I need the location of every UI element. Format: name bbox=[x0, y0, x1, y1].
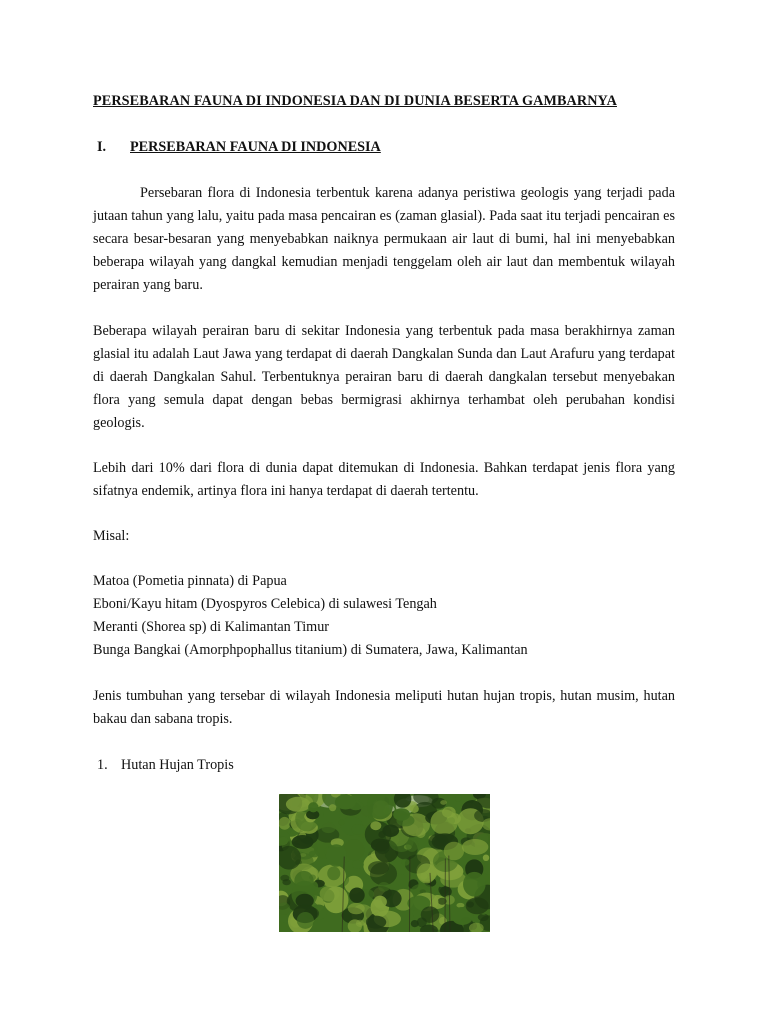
paragraph-2: Beberapa wilayah perairan baru di sekitar Indonesia yang terbentuk pada masa berakhirnya zaman glasial itu adalah Laut Jawa yang terdapat di daerah Dangkalan Sunda dan Laut Arafuru yang terdapat di daerah Dangkalan Sahul. Terbentuknya perairan baru di daerah dangkalan tersebut menyebakan flora yang semula dapat dengan bebas bermigrasi akhirnya terhambat oleh perubahan kondisi geologis. bbox=[93, 323, 675, 431]
foliage-patch bbox=[440, 800, 447, 805]
foliage-patch bbox=[417, 863, 436, 883]
foliage-patch bbox=[376, 841, 390, 854]
foliage-patch bbox=[483, 854, 489, 861]
foliage-patch bbox=[401, 859, 410, 866]
foliage-patch bbox=[373, 896, 387, 908]
foliage-patch bbox=[378, 882, 390, 892]
foliage-patch bbox=[455, 795, 462, 802]
foliage-patch bbox=[349, 887, 365, 902]
foliage-patch bbox=[327, 866, 340, 880]
foliage-patch bbox=[335, 795, 356, 810]
foliage-patch bbox=[370, 821, 381, 830]
foliage-patch bbox=[352, 824, 366, 835]
foliage-patch bbox=[309, 874, 316, 880]
foliage-patch bbox=[444, 842, 464, 860]
foliage-patch bbox=[282, 879, 291, 885]
document-title: PERSEBARAN FAUNA DI INDONESIA DAN DI DUNIA BESERTA GAMBARNYA bbox=[93, 93, 617, 109]
foliage-patch bbox=[321, 823, 335, 833]
foliage-patch bbox=[286, 797, 310, 812]
foliage-patch bbox=[338, 819, 344, 825]
list-item: Eboni/Kayu hitam (Dyospyros Celebica) di sulawesi Tengah bbox=[93, 596, 437, 612]
foliage-patch bbox=[356, 920, 364, 927]
section-title: PERSEBARAN FAUNA DI INDONESIA bbox=[130, 139, 381, 155]
foliage-patch bbox=[466, 897, 489, 914]
list-heading-label: Hutan Hujan Tropis bbox=[121, 757, 234, 773]
example-list bbox=[93, 570, 528, 662]
numbered-heading bbox=[97, 754, 234, 777]
section-heading bbox=[97, 139, 381, 156]
rainforest-photo bbox=[279, 794, 490, 932]
list-item: Matoa (Pometia pinnata) di Papua bbox=[93, 573, 287, 589]
section-number: I. bbox=[97, 139, 107, 155]
foliage-patch bbox=[352, 860, 364, 869]
paragraph-3: Lebih dari 10% dari flora di dunia dapat ditemukan di Indonesia. Bahkan terdapat jenis flora yang sifatnya endemik, artinya flora ini hanya terdapat di daerah tertentu. bbox=[93, 460, 675, 499]
foliage-patch bbox=[396, 815, 414, 827]
foliage-patch bbox=[329, 804, 336, 811]
paragraph-1: Persebaran flora di Indonesia terbentuk karena adanya peristiwa geologis yang terjadi pada jutaan tahun yang lalu, yaitu pada masa pencairan es (zaman glasial). Pada saat itu terjadi pencairan es secara besar-besaran yang menyebabkan naiknya permukaan air laut di bumi, hal ini menyebabkan beberapa wilayah yang dangkal kemudian menjadi tenggelam oleh air laut dan membentuk wilayah perairan yang baru. bbox=[93, 185, 675, 293]
foliage-patch bbox=[292, 835, 314, 849]
foliage-patch bbox=[308, 802, 318, 812]
closing-paragraph: Jenis tumbuhan yang tersebar di wilayah Indonesia meliputi hutan hujan tropis, hutan musim, hutan bakau dan sabana tropis. bbox=[93, 688, 675, 727]
list-number: 1. bbox=[97, 757, 108, 773]
foliage-patch bbox=[411, 920, 419, 927]
foliage-patch bbox=[462, 839, 489, 855]
foliage-patch bbox=[430, 809, 458, 834]
list-item: Meranti (Shorea sp) di Kalimantan Timur bbox=[93, 619, 330, 635]
list-item: Bunga Bangkai (Amorphpophallus titanium) di Sumatera, Jawa, Kalimantan bbox=[93, 642, 528, 658]
example-label: Misal: bbox=[93, 528, 130, 544]
foliage-patch bbox=[463, 872, 486, 897]
foliage-patch bbox=[297, 912, 314, 929]
rainforest-image bbox=[279, 794, 490, 932]
foliage-patch bbox=[421, 906, 440, 922]
foliage-patch bbox=[410, 805, 419, 813]
foliage-patch bbox=[440, 872, 466, 888]
foliage-patch bbox=[309, 850, 320, 857]
foliage-patch bbox=[370, 862, 397, 885]
foliage-patch bbox=[279, 817, 291, 830]
foliage-patch bbox=[382, 825, 399, 837]
foliage-patch bbox=[320, 886, 340, 902]
foliage-patch bbox=[348, 903, 365, 914]
foliage-patch bbox=[366, 916, 386, 929]
